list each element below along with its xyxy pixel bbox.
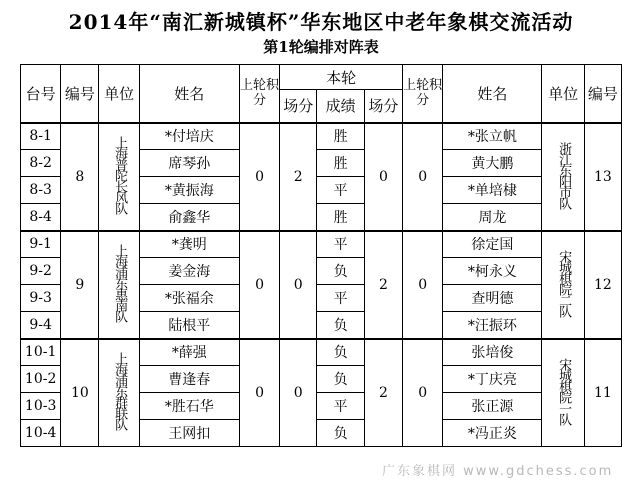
header-result: 成绩 (317, 90, 364, 123)
table-number: 9-4 (21, 312, 61, 339)
table-number: 9-3 (21, 285, 61, 312)
right-player-name: *丁庆亮 (443, 366, 542, 393)
header-name-left: 姓名 (139, 65, 239, 123)
match-group (21, 123, 622, 231)
board-result: 胜 (317, 150, 364, 177)
right-team-number: 13 (584, 123, 621, 231)
right-match-score: 2 (364, 231, 402, 339)
left-team-unit-text: 上海浦东群联队 (112, 352, 128, 430)
header-prev-score-right: 上轮积分 (403, 65, 443, 123)
header-match-score-right: 场分 (364, 90, 402, 123)
left-player-name: 姜金海 (139, 258, 239, 285)
match-group (21, 339, 622, 447)
right-prev-score: 0 (403, 231, 443, 339)
right-player-name: *柯永义 (443, 258, 542, 285)
left-player-name: *黄振海 (139, 177, 239, 204)
right-team-unit-text: 浙江东阳市队 (556, 141, 572, 208)
table-header (21, 65, 622, 123)
match-group (21, 231, 622, 339)
right-prev-score: 0 (403, 123, 443, 231)
left-team-unit (99, 231, 139, 339)
table-row (21, 231, 622, 258)
left-player-name: 曹逢春 (139, 366, 239, 393)
table-number: 10-3 (21, 393, 61, 420)
header-name-right: 姓名 (443, 65, 542, 123)
board-result: 平 (317, 285, 364, 312)
left-player-name: *胜石华 (139, 393, 239, 420)
left-match-score: 0 (280, 339, 317, 447)
left-player-name: *龚明 (139, 231, 239, 258)
board-result: 负 (317, 420, 364, 447)
table-number: 10-2 (21, 366, 61, 393)
right-prev-score: 0 (403, 339, 443, 447)
table-number: 9-1 (21, 231, 61, 258)
left-match-score: 2 (280, 123, 317, 231)
right-team-unit-text: 宋城棋院二队 (556, 249, 572, 316)
left-player-name: 席琴孙 (139, 150, 239, 177)
right-player-name: 查明德 (443, 285, 542, 312)
right-team-unit-text: 宋城棋院一队 (556, 357, 572, 424)
board-result: 胜 (317, 123, 364, 150)
left-prev-score: 0 (239, 231, 279, 339)
left-player-name: 陆根平 (139, 312, 239, 339)
header-unit-left: 单位 (99, 65, 139, 123)
table-row (21, 123, 622, 150)
left-match-score: 0 (280, 231, 317, 339)
site-watermark: 广东象棋网 www.gdchess.com (382, 464, 614, 479)
board-result: 负 (317, 366, 364, 393)
table-row (21, 339, 622, 366)
right-player-name: *张立帆 (443, 123, 542, 150)
header-match-score-left: 场分 (280, 90, 317, 123)
left-team-number: 9 (61, 231, 99, 339)
table-number: 10-1 (21, 339, 61, 366)
right-player-name: 周龙 (443, 204, 542, 231)
right-team-number: 11 (584, 339, 621, 447)
right-match-score: 2 (364, 339, 402, 447)
left-team-number: 8 (61, 123, 99, 231)
left-team-number: 10 (61, 339, 99, 447)
left-team-unit-text: 上海普陀长风队 (112, 136, 128, 213)
right-player-name: 张正源 (443, 393, 542, 420)
left-team-unit (99, 339, 139, 447)
right-player-name: 徐定国 (443, 231, 542, 258)
board-result: 平 (317, 177, 364, 204)
right-player-name: 黄大鹏 (443, 150, 542, 177)
page-title: 2014年“南汇新城镇杯”华东地区中老年象棋交流活动 (68, 10, 574, 34)
table-number: 10-4 (21, 420, 61, 447)
right-player-name: *冯正炎 (443, 420, 542, 447)
right-team-unit (542, 123, 584, 231)
right-team-unit (542, 339, 584, 447)
right-match-score: 0 (364, 123, 402, 231)
left-player-name: 王网扣 (139, 420, 239, 447)
header-unit-right: 单位 (542, 65, 584, 123)
board-result: 负 (317, 312, 364, 339)
board-result: 负 (317, 258, 364, 285)
header-table-no: 台号 (21, 65, 61, 123)
left-team-unit-text: 上海浦东惠南队 (112, 244, 128, 321)
header-prev-score-left: 上轮积分 (239, 65, 279, 123)
board-result: 平 (317, 231, 364, 258)
page-subtitle: 第1轮编排对阵表 (263, 38, 379, 56)
left-player-name: 俞鑫华 (139, 204, 239, 231)
right-player-name: 张培俊 (443, 339, 542, 366)
board-result: 平 (317, 393, 364, 420)
left-player-name: *薛强 (139, 339, 239, 366)
header-this-round: 本轮 (280, 65, 403, 90)
board-result: 胜 (317, 204, 364, 231)
table-number: 8-4 (21, 204, 61, 231)
left-team-unit (99, 123, 139, 231)
left-player-name: *付培庆 (139, 123, 239, 150)
table-number: 8-2 (21, 150, 61, 177)
table-number: 9-2 (21, 258, 61, 285)
right-team-unit (542, 231, 584, 339)
right-team-number: 12 (584, 231, 621, 339)
header-team-no-left: 编号 (61, 65, 99, 123)
board-result: 负 (317, 339, 364, 366)
left-prev-score: 0 (239, 339, 279, 447)
table-number: 8-3 (21, 177, 61, 204)
right-player-name: *单培棣 (443, 177, 542, 204)
table-number: 8-1 (21, 123, 61, 150)
left-player-name: *张福余 (139, 285, 239, 312)
pairing-table (20, 64, 622, 447)
header-team-no-right: 编号 (584, 65, 621, 123)
right-player-name: *汪振环 (443, 312, 542, 339)
left-prev-score: 0 (239, 123, 279, 231)
